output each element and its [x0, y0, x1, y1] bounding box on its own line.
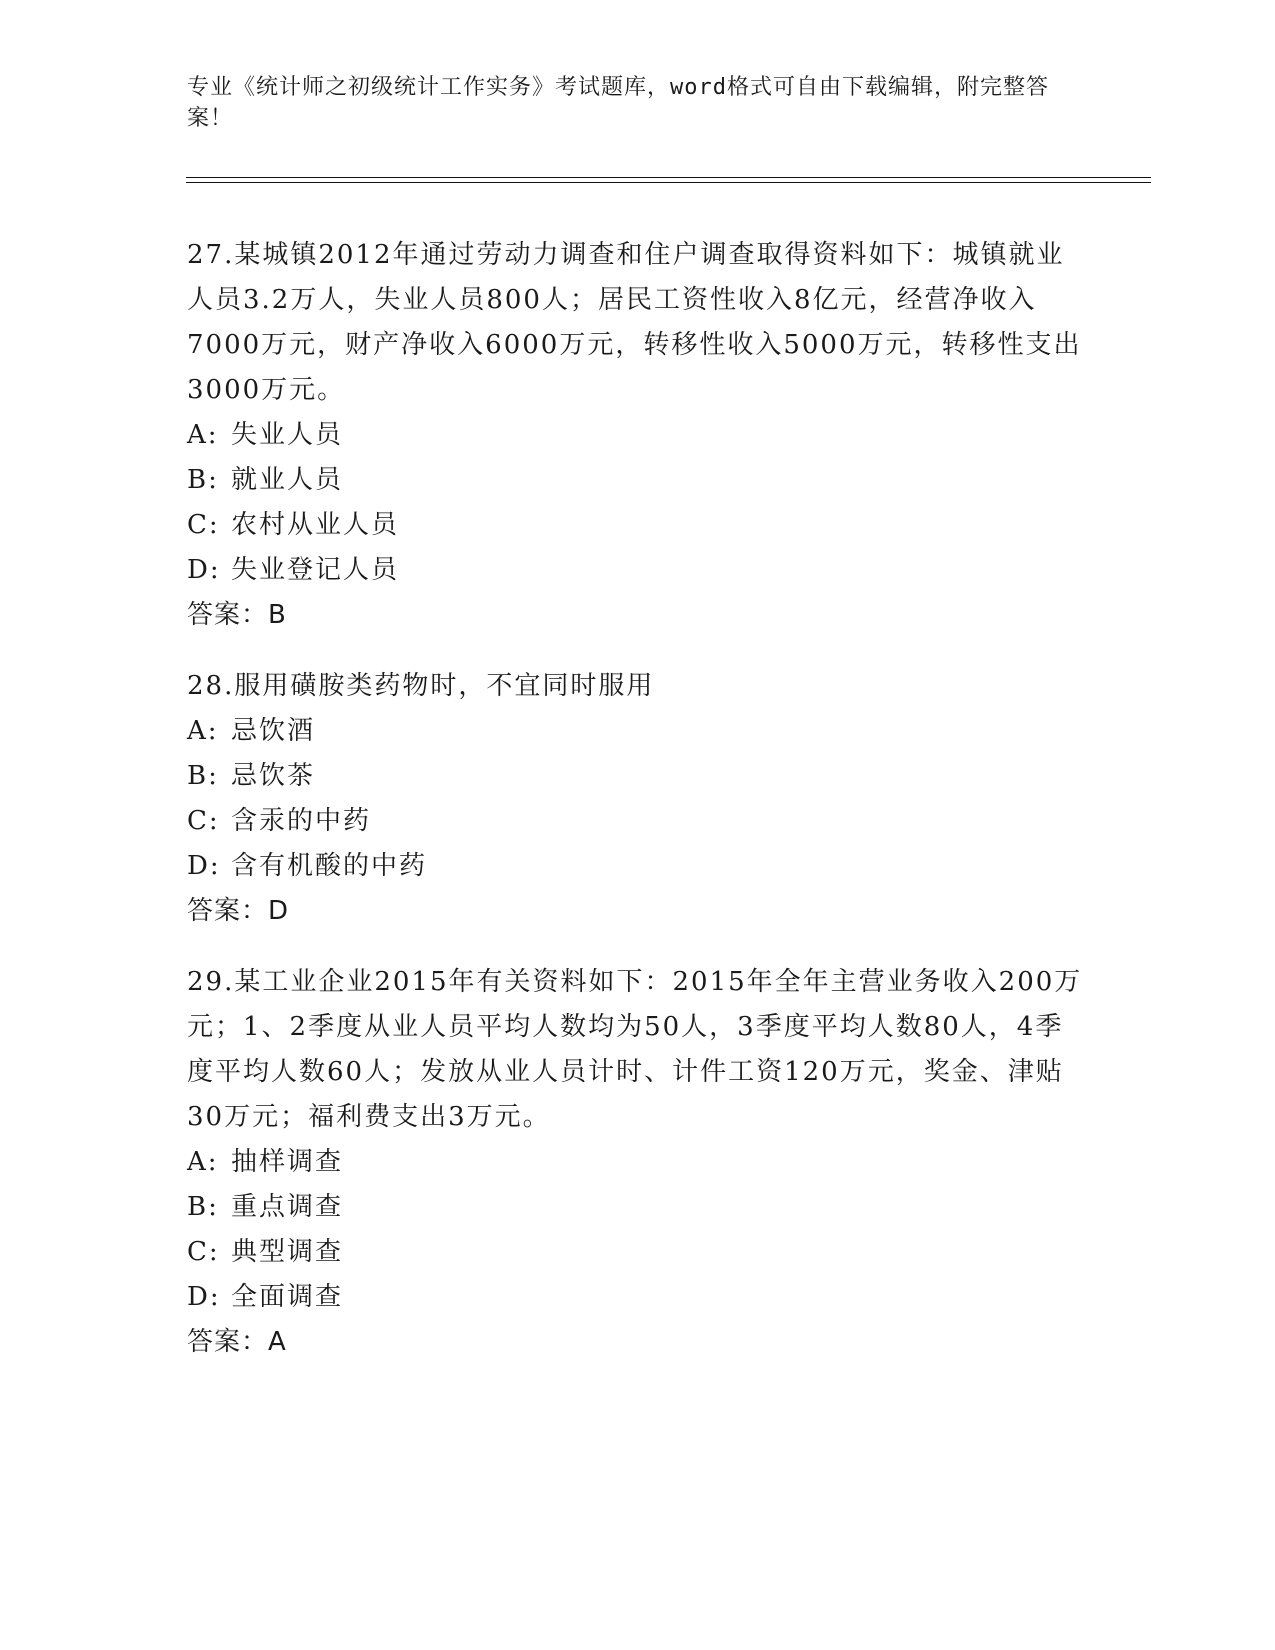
- option-letter: B:: [187, 1192, 219, 1222]
- option-text: 失业人员: [231, 420, 344, 450]
- question-29: [187, 960, 1087, 1365]
- option-text: 失业登记人员: [231, 555, 400, 585]
- option-letter: C:: [187, 806, 220, 836]
- option-text: 就业人员: [231, 465, 344, 495]
- option-letter: A:: [187, 716, 219, 746]
- question-stem: 28.服用磺胺类药物时，不宜同时服用: [187, 671, 655, 701]
- option-a: [187, 709, 1087, 754]
- option-c: [187, 799, 1087, 844]
- option-letter: C:: [187, 510, 220, 540]
- option-c: [187, 503, 1087, 548]
- header-text: 专业《统计师之初级统计工作实务》考试题库，word格式可自由下载编辑，附完整答案！: [187, 75, 1049, 131]
- option-a: [187, 413, 1087, 458]
- option-text: 忌饮茶: [231, 761, 316, 791]
- answer-line: 答案：A: [187, 1327, 287, 1357]
- question-list: [187, 233, 1087, 1391]
- option-d: [187, 1275, 1087, 1320]
- option-text: 含有机酸的中药: [231, 851, 428, 881]
- option-text: 含汞的中药: [231, 806, 372, 836]
- option-text: 典型调查: [231, 1237, 344, 1267]
- option-a: [187, 1140, 1087, 1185]
- question-stem: 29.某工业企业2015年有关资料如下：2015年全年主营业务收入200万元；1、2季度从业人员平均人数均为50人，3季度平均人数80人，4季度平均人数60人；发放从业人员计时、计件工资120万元，奖金、津贴30万元；福利费支出3万元。: [187, 967, 1083, 1132]
- option-letter: D:: [187, 555, 221, 585]
- option-b: [187, 754, 1087, 799]
- option-letter: D:: [187, 1282, 221, 1312]
- header-rule-bottom: [186, 182, 1151, 183]
- question-27: [187, 233, 1087, 638]
- option-letter: D:: [187, 851, 221, 881]
- option-letter: A:: [187, 420, 219, 450]
- option-b: [187, 1185, 1087, 1230]
- option-text: 抽样调查: [231, 1147, 344, 1177]
- document-header: [187, 72, 1067, 134]
- option-text: 重点调查: [231, 1192, 344, 1222]
- option-letter: B:: [187, 465, 219, 495]
- question-28: [187, 664, 1087, 934]
- option-text: 忌饮酒: [231, 716, 316, 746]
- option-letter: A:: [187, 1147, 219, 1177]
- header-rule-top: [186, 177, 1151, 178]
- option-letter: B:: [187, 761, 219, 791]
- option-d: [187, 548, 1087, 593]
- option-text: 农村从业人员: [231, 510, 400, 540]
- option-d: [187, 844, 1087, 889]
- option-text: 全面调查: [231, 1282, 344, 1312]
- option-c: [187, 1230, 1087, 1275]
- option-b: [187, 458, 1087, 503]
- option-letter: C:: [187, 1237, 220, 1267]
- answer-line: 答案：D: [187, 896, 290, 926]
- question-stem: 27.某城镇2012年通过劳动力调查和住户调查取得资料如下：城镇就业人员3.2万人，失业人员800人；居民工资性收入8亿元，经营净收入7000万元，财产净收入6000万元，转移性收入5000万元，转移性支出3000万元。: [187, 240, 1082, 405]
- answer-line: 答案：B: [187, 600, 287, 630]
